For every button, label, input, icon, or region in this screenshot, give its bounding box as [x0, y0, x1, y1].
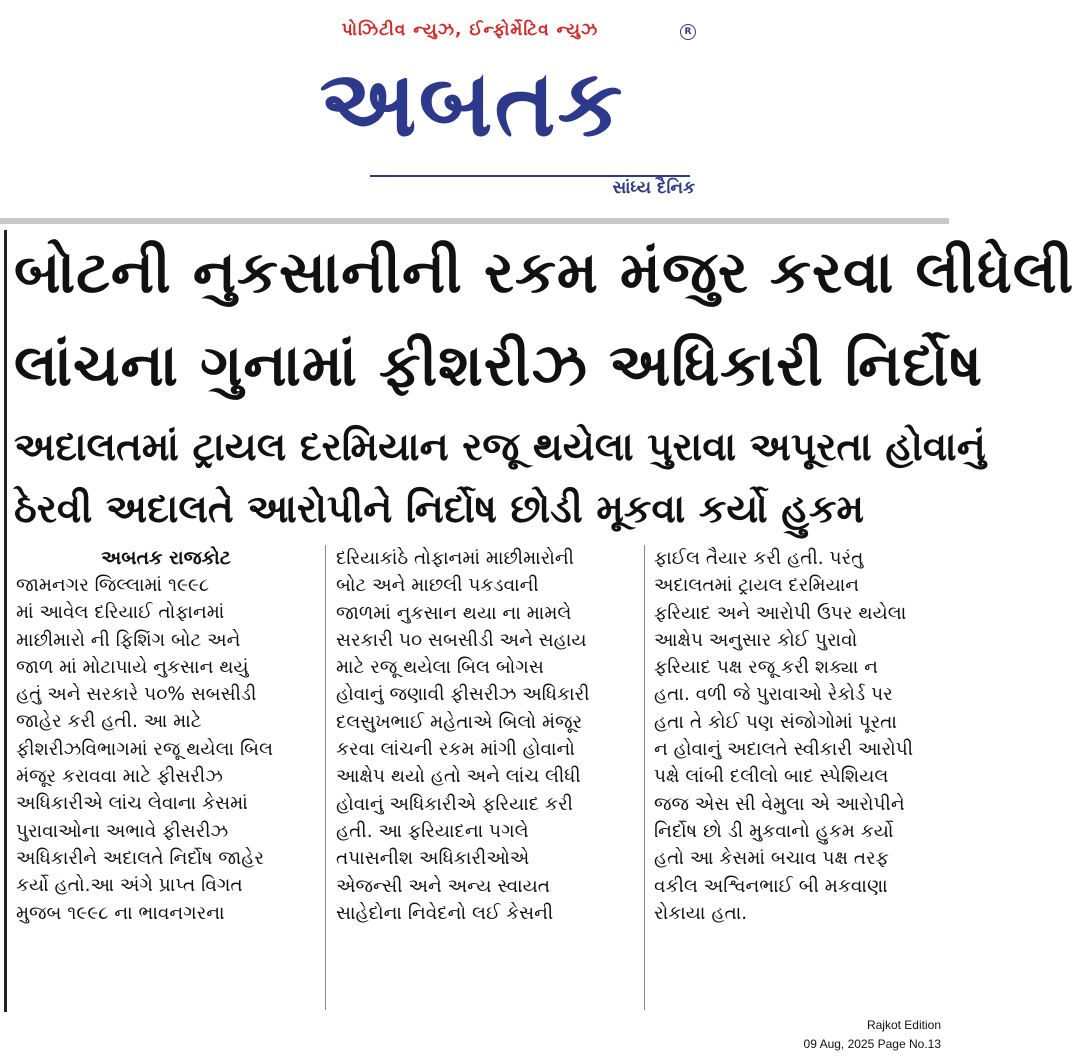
column-line: દરિયાકાંઠે તોફાનમાં માછીમારોની: [336, 548, 574, 569]
column-line: વકીલ અશ્વિનભાઈ બી મકવાણા: [654, 875, 888, 897]
byline: અબતક રાજકોટ: [101, 547, 231, 569]
column-line: જજ એસ સી વેમુલા એ આરોપીને: [654, 793, 905, 815]
column-line: સરકારી ૫૦ સબસીડી અને સહાય: [336, 629, 587, 651]
column-line: દલસુખભાઈ મહેતાએ બિલો મંજૂર: [336, 711, 583, 733]
newspaper-logo: અબતક: [319, 50, 625, 157]
column-line: જાળ માં મોટાપાયે નુકસાન થયું: [16, 656, 249, 678]
masthead-tagline: પોઝિટીવ ન્યુઝ, ઈન્ફોર્મેટિવ ન્યુઝ: [341, 20, 599, 40]
edition-name: Rajkot Edition: [866, 1018, 941, 1032]
column-line: હોવાનું જણાવી ફીસરીઝ અધિકારી: [336, 684, 590, 706]
column-line: એજન્સી અને અન્ય સ્વાયત: [336, 875, 551, 897]
column-divider: [325, 545, 326, 1010]
column-line: ન હોવાનું અદાલતે સ્વીકારી આરોપી: [654, 739, 914, 761]
column-line: ફાઈલ તૈયાર કરી હતી. પરંતુ: [654, 548, 864, 569]
masthead-divider: [0, 218, 949, 224]
column-line: હોવાનું અધિકારીએ ફરિયાદ કરી: [336, 793, 573, 815]
column-line: હતા. વળી જે પુરાવાઓ રેકોર્ડ પર: [654, 684, 893, 706]
column-divider: [644, 545, 645, 1010]
column-line: હતો આ કેસમાં બચાવ પક્ષ તરફ: [654, 848, 889, 870]
column-line: હતા તે કોઈ પણ સંજોગોમાં પૂરતા: [654, 711, 897, 733]
column-line: મુજબ ૧૯૯૮ ના ભાવનગરના: [16, 902, 225, 924]
column-line: કર્યો હતો.આ અંગે પ્રાપ્ત વિગત: [16, 875, 243, 897]
headline-line-1: બોટની નુકસાનીની રકમ મંજુર કરવા લીધેલી: [14, 238, 1074, 306]
headline-line-2: લાંચના ગુનામાં ફીશરીઝ અધિકારી નિર્દોષ: [14, 331, 984, 399]
column-line: અધિકારીએ લાંચ લેવાના કેસમાં: [16, 793, 248, 815]
masthead-subtag: સાંધ્ય દૈનિક: [612, 178, 695, 198]
article-border: [4, 230, 7, 1012]
logo-underline: [370, 175, 690, 177]
column-line: જાળમાં નુકસાન થયા ના મામલે: [336, 602, 572, 624]
column-line: જાહેર કરી હતી. આ માટે: [16, 711, 202, 733]
column-line: સાહેદોના નિવેદનો લઈ કેસની: [336, 902, 554, 924]
column-line: જામનગર જિલ્લામાં ૧૯૯૮: [16, 575, 210, 596]
column-line: ફરિયાદ અને આરોપી ઉપર થયેલા: [654, 602, 907, 624]
column-line: તપાસનીશ અધિકારીઓએ: [336, 848, 530, 870]
edition-footer: [804, 1016, 941, 1054]
column-line: રોકાયા હતા.: [654, 902, 748, 924]
column-line: આક્ષેપ અનુસાર કોઈ પુરાવો: [654, 629, 858, 651]
column-line: કરવા લાંચની રકમ માંગી હોવાનો: [336, 739, 575, 761]
column-line: ફીશરીઝવિભાગમાં રજૂ થયેલા બિલ: [16, 738, 273, 760]
edition-date-page: 09 Aug, 2025 Page No.13: [803, 1037, 941, 1051]
article-column-2: [336, 545, 636, 927]
masthead: [0, 0, 949, 215]
column-line: માટે રજૂ થયેલા બિલ બોગસ: [336, 657, 544, 679]
column-line: માછીમારો ની ફિશિંગ બોટ અને: [16, 629, 241, 651]
column-line: માં આવેલ દરિયાઈ તોફાનમાં: [16, 602, 225, 624]
column-line: આક્ષેપ થયો હતો અને લાંચ લીધી: [336, 766, 581, 788]
subheadline-line-2: ઠેરવી અદાલતે આરોપીને નિર્દોષ છોડી મૂકવા કર્યો હુકમ: [14, 487, 865, 532]
column-line: હતી. આ ફરિયાદના પગલે: [336, 820, 529, 842]
registered-mark: R: [680, 24, 696, 40]
column-line: પુરાવાઓના અભાવે ફીસરીઝ: [16, 820, 229, 842]
column-line: અદાલતમાં ટ્રાયલ દરમિયાન: [654, 575, 860, 597]
column-line: નિર્દોષ છો ડી મુકવાનો હુકમ કર્યો: [654, 820, 894, 842]
article-column-1: [16, 545, 316, 927]
column-line: અધિકારીને અદાલતે નિર્દોષ જાહેર: [16, 847, 264, 869]
column-line: પક્ષે લાંબી દલીલો બાદ સ્પેશિયલ: [654, 766, 889, 788]
column-line: બોટ અને માછલી પકડવાની: [336, 575, 539, 597]
subheadline-line-1: અદાલતમાં ટ્રાયલ દરમિયાન રજૂ થયેલા પુરાવા અપૂરતા હોવાનું: [14, 425, 986, 470]
column-line: ફરિયાદ પક્ષ રજૂ કરી શક્યા ન: [654, 657, 878, 679]
article-body: [14, 545, 946, 1015]
article-column-3: [654, 545, 954, 927]
column-line: હતું અને સરકારે ૫૦% સબસીડી: [16, 684, 257, 706]
column-line: મંજૂર કરાવવા માટે ફીસરીઝ: [16, 766, 223, 788]
